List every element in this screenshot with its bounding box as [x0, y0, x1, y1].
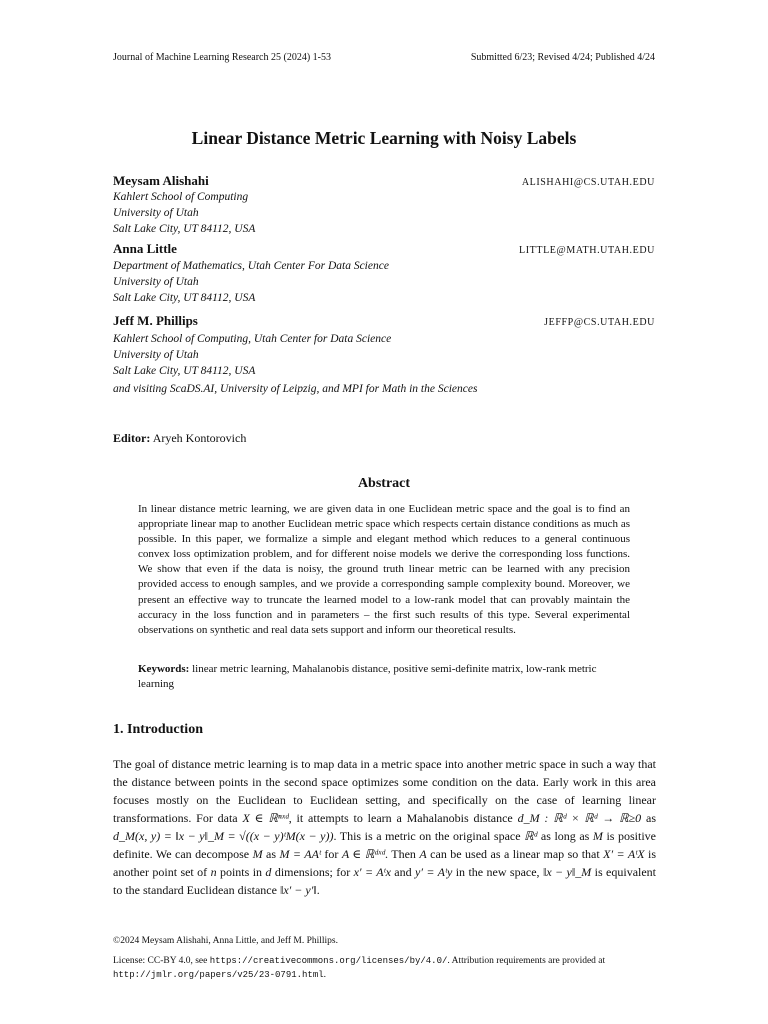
license-link[interactable]: https://creativecommons.org/licenses/by/4.0/ [209, 956, 448, 966]
author-name: Meysam Alishahi [113, 173, 209, 188]
section-heading: 1. Introduction [113, 722, 203, 737]
author-email[interactable]: ALISHAHI@CS.UTAH.EDU [521, 177, 655, 188]
author-email[interactable]: LITTLE@MATH.UTAH.EDU [519, 245, 655, 256]
keywords-label: Keywords: [138, 663, 190, 675]
author-name: Anna Little [113, 241, 177, 256]
math-inline: M [252, 847, 263, 861]
math-inline: A [419, 847, 427, 861]
journal-header: Journal of Machine Learning Research 25 (2024) 1-53 [113, 52, 331, 63]
submission-dates: Submitted 6/23; Revised 4/24; Published 4/24 [470, 52, 655, 63]
author-email[interactable]: JEFFP@CS.UTAH.EDU [544, 317, 655, 328]
author-name: Jeff M. Phillips [113, 313, 198, 328]
math-inline: y′ = Aᵗy [415, 865, 453, 879]
math-inline: d [265, 865, 272, 879]
paper-title: Linear Distance Metric Learning with Noisy Labels [191, 128, 577, 148]
author-affiliation: Kahlert School of Computing University of Utah Salt Lake City, UT 84112, USA [113, 191, 256, 235]
author-affiliation: Kahlert School of Computing, Utah Center for Data Science University of Utah Salt Lake City, UT 84112, USA and visiting ScaDS.AI, University of Leipzig, and MPI for Math in the Sciences [113, 333, 478, 395]
editor-label: Editor: [113, 431, 151, 445]
attribution-link[interactable]: http://jmlr.org/papers/v25/23-0791.html [113, 970, 324, 980]
math-inline: x′ = Aᵗx [353, 865, 391, 879]
math-inline: ℝᵈ [524, 829, 538, 843]
math-inline: d_M(x, y) = ‖x − y‖_M = √((x − y)ᵗM(x − y)) [113, 829, 334, 843]
math-inline: ‖x′ − y′‖ [279, 883, 317, 897]
intro-paragraph: The goal of distance metric learning is to map data in a metric space into another metric space in such a way that the distance between points in the second space optimizes some condition on the data. Early work in this area focuses mostly on the Euclidean to Euclidean setting, and specifically on the case of learning linear transformations. For data X ∈ ℝⁿˣᵈ, it attempts to learn a Mahalanobis distance d_M : ℝᵈ × ℝᵈ → ℝ≥0 as d_M(x, y) = ‖x − y‖_M = √((x − y)ᵗM(x − y)). This is a metric on the original space ℝᵈ as long as M is positive definite. We can decompose M as M = AAᵗ for A ∈ ℝᵈˣᵈ. Then A can be used as a linear map so that X′ = AᵗX is another point set of n points in d dimensions; for x′ = Aᵗx and y′ = Aᵗy in the new space, ‖x − y‖_M is equivalent to the standard Euclidean distance ‖x′ − y′‖. [113, 757, 657, 897]
math-inline: n [210, 865, 217, 879]
math-inline: X ∈ ℝⁿˣᵈ [242, 811, 289, 825]
editor-line [113, 431, 246, 446]
editor-name: Aryeh Kontorovich [152, 431, 247, 445]
author-affiliation: Department of Mathematics, Utah Center For Data Science University of Utah Salt Lake City, UT 84112, USA [113, 260, 389, 304]
math-inline: M = AAᵗ [279, 847, 321, 861]
keywords-text: linear metric learning, Mahalanobis distance, positive semi-definite matrix, low-rank metric learning [138, 663, 597, 690]
license-notice: License: CC-BY 4.0, see https://creativecommons.org/licenses/by/4.0/. Attribution requirements are provided at http://jmlr.org/papers/v25/23-0791.html. [113, 956, 606, 980]
keywords [138, 662, 630, 692]
math-inline: X′ = AᵗX [603, 847, 645, 861]
math-inline: M [592, 829, 603, 843]
math-inline: ‖x − y‖_M [542, 865, 592, 879]
abstract-heading: Abstract [357, 476, 411, 491]
math-inline: d_M : ℝᵈ × ℝᵈ → ℝ≥0 [517, 811, 642, 825]
abstract-text: In linear distance metric learning, we are given data in one Euclidean metric space and the goal is to find an appropriate linear map to another Euclidean metric space which respects certain distance conditions as much as possible. In this paper, we formalize a simple and elegant method which reduces to a general continuous convex loss optimization problem, and for different noise models we derive the corresponding loss functions. We show that even if the data is noisy, the ground truth linear metric can be learned with any precision provided access to enough samples, and we provide a corresponding sample complexity bound. Moreover, we present an effective way to truncate the learned model to a low-rank model that can provably maintain the accuracy in the loss function and in parameters – the first such results of this type. Several experimental observations on synthetic and real data sets support and inform our theoretical results. [138, 503, 630, 636]
copyright-notice: ©2024 Meysam Alishahi, Anna Little, and Jeff M. Phillips. [113, 936, 339, 946]
math-inline: A ∈ ℝᵈˣᵈ [341, 847, 386, 861]
